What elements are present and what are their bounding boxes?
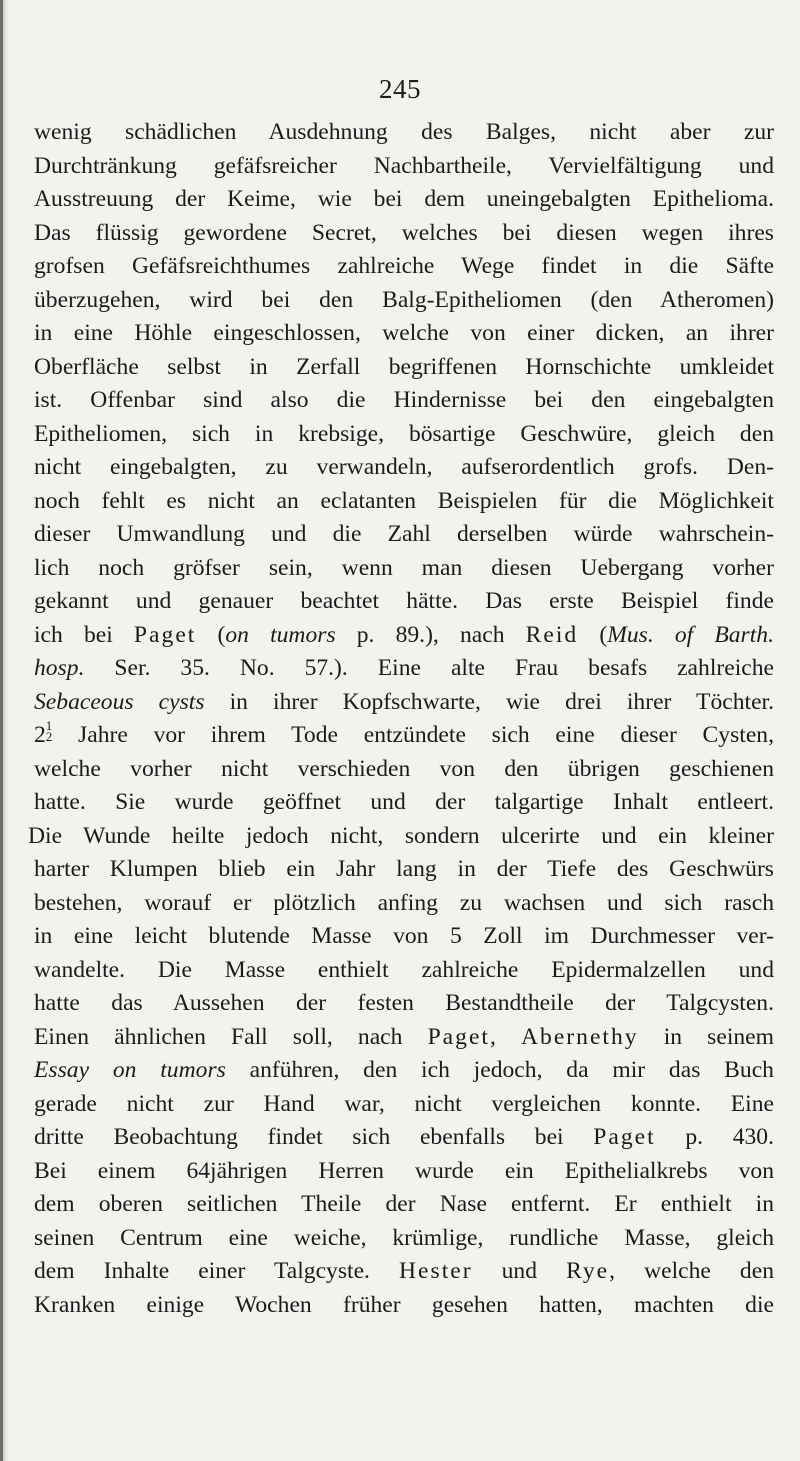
text-line: grofsen Gefäfsreichthumes zahlreiche Wege findet in die Säfte xyxy=(34,253,774,279)
text-run: und xyxy=(472,1258,567,1284)
author-name: Paget xyxy=(593,1124,656,1150)
text-line: wenig schädlichen Ausdehnung des Balges, nicht aber zur xyxy=(34,119,774,145)
text-line: welche vorher nicht verschieden von den übrigen geschienen xyxy=(34,755,774,782)
text-line: Durchtränkung gefäfsreicher Nachbartheile, Vervielfältigung und xyxy=(34,152,774,179)
text-line: nicht eingebalgten, zu verwandeln, aufserordentlich grofs. Den- xyxy=(34,454,774,480)
text-line-fraction xyxy=(34,719,774,753)
text-line: seinen Centrum eine weiche, krümlige, rundliche Masse, gleich xyxy=(34,1224,774,1251)
text-line: lich noch gröfser sein, wenn man diesen Uebergang vorher xyxy=(34,554,774,581)
text-run: dritte Beobachtung findet sich ebenfalls bei xyxy=(34,1124,594,1150)
text-line: ist. Offenbar sind also die Hindernisse bei den eingebalgten xyxy=(34,387,774,413)
work-title: hosp. xyxy=(34,655,85,681)
text-line: gekannt und genauer beachtet hätte. Das erste Beispiel finde xyxy=(34,588,774,614)
text-line: noch fehlt es nicht an eclatanten Beispielen für die Möglichkeit xyxy=(34,487,774,514)
text-line: Die Wunde heilte jedoch nicht, sondern ulcerirte und ein kleiner xyxy=(28,822,774,849)
fraction-numerator: 1 xyxy=(45,718,53,733)
author-name: Paget xyxy=(427,1023,490,1050)
text-run: , welche den xyxy=(609,1258,774,1284)
author-name: Reid xyxy=(525,621,579,648)
text-line: überzugehen, wird bei den Balg-Epitheliomen (den Atheromen) xyxy=(34,286,774,313)
text-line: in eine leicht blutende Masse von 5 Zoll im Durchmesser ver- xyxy=(34,923,774,949)
work-title: Mus. of Barth. xyxy=(607,621,774,648)
fraction-denominator: 2 xyxy=(45,729,53,744)
text-line: hatte. Sie wurde geöffnet und der talgartige Inhalt entleert. xyxy=(34,789,774,815)
text-line: Kranken einige Wochen früher gesehen hatten, machten die xyxy=(34,1291,774,1318)
text-line: hatte das Aussehen der festen Bestandtheile der Talgcysten. xyxy=(34,990,774,1016)
text-line: dieser Umwandlung und die Zahl derselben würde wahrschein- xyxy=(34,521,774,547)
text-run: in ihrer Kopfschwarte, wie drei ihrer Töchter. xyxy=(204,688,775,715)
text-line: Oberfläche selbst in Zerfall begriffenen Hornschichte umkleidet xyxy=(34,353,774,380)
text-line: Bei einem 64jährigen Herren wurde ein Epithelialkrebs von xyxy=(34,1157,774,1184)
text-run: ( xyxy=(578,621,608,648)
text-line-citation-cont xyxy=(34,652,774,686)
text-run: Ser. 35. No. 57.). Eine alte Frau besafs zahlreiche xyxy=(84,655,774,681)
number-whole: 2 xyxy=(34,722,46,748)
text-run: ( xyxy=(196,621,226,648)
term-italic: Sebaceous cysts xyxy=(34,688,205,715)
text-line-abernethy xyxy=(34,1021,774,1055)
text-run: dem Inhalte einer Talgcyste. xyxy=(34,1258,399,1284)
text-line: Das flüssig gewordene Secret, welches bei diesen wegen ihres xyxy=(34,219,774,246)
text-line-hester-rye xyxy=(34,1255,774,1289)
author-name: Paget xyxy=(133,621,197,648)
work-title: on tumors xyxy=(225,621,336,648)
text-line: Epitheliomen, sich in krebsige, bösartige Geschwüre, gleich den xyxy=(34,420,774,447)
text-line-citation-paget-reid xyxy=(34,619,774,653)
text-run: Jahre vor ihrem Tode entzündete sich eine dieser Cysten, xyxy=(52,722,774,748)
work-title: Essay on tumors xyxy=(34,1057,226,1083)
text-line-paget-430 xyxy=(34,1121,774,1155)
author-name: Abernethy xyxy=(521,1023,639,1050)
text-line-essay xyxy=(34,1054,774,1088)
page-number: 245 xyxy=(379,74,421,104)
text-line: bestehen, worauf er plötzlich anfing zu wachsen und sich rasch xyxy=(34,889,774,916)
author-name: Rye xyxy=(566,1258,610,1284)
text-run: Einen ähnlichen Fall soll, nach xyxy=(34,1023,428,1050)
text-line: gerade nicht zur Hand war, nicht vergleichen konnte. Eine xyxy=(34,1090,774,1117)
text-line-sebaceous xyxy=(34,686,774,720)
text-line: wandelte. Die Masse enthielt zahlreiche Epidermalzellen und xyxy=(34,956,774,983)
text-run: ich bei xyxy=(34,621,134,648)
author-name: Hester xyxy=(399,1258,473,1284)
page-edge-shadow xyxy=(3,0,8,1461)
text-run: p. 430. xyxy=(655,1124,774,1150)
text-run: anführen, den ich jedoch, da mir das Buch xyxy=(225,1057,774,1083)
text-run: p. 89.), nach xyxy=(335,621,526,648)
text-line: harter Klumpen blieb ein Jahr lang in der Tiefe des Geschwürs xyxy=(34,856,774,882)
text-run: , xyxy=(489,1023,521,1050)
body-text xyxy=(28,116,775,1322)
text-run: in seinem xyxy=(638,1023,775,1050)
text-line: dem oberen seitlichen Theile der Nase entfernt. Er enthielt in xyxy=(34,1191,774,1217)
text-line: in eine Höhle eingeschlossen, welche von einer dicken, an ihrer xyxy=(34,320,774,346)
text-line: Ausstreuung der Keime, wie bei dem uneingebalgten Epithelioma. xyxy=(34,186,774,212)
